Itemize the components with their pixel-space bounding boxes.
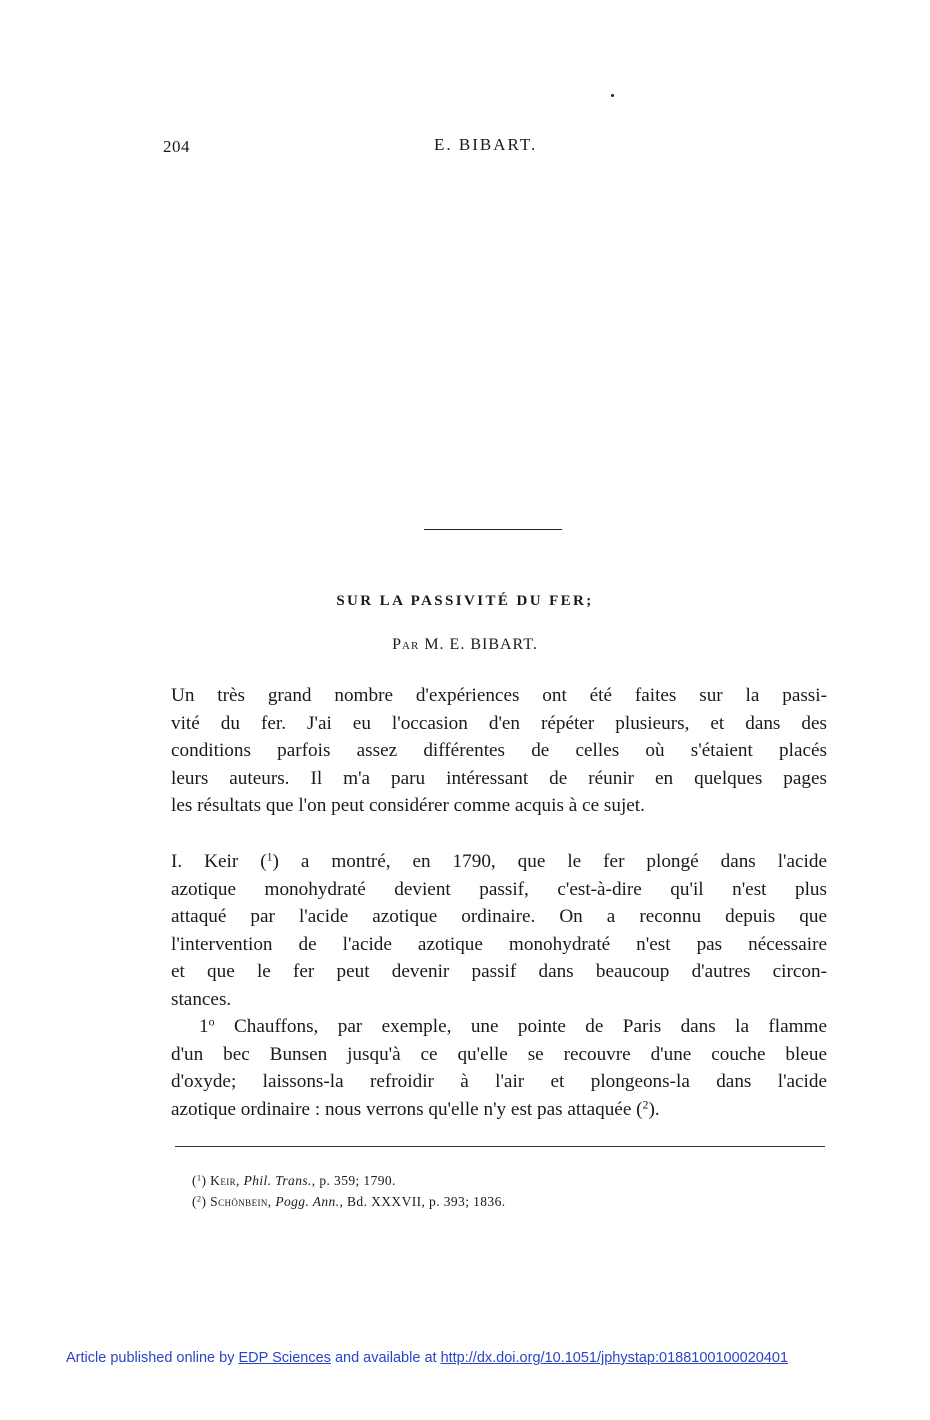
text-segment: 1 <box>199 1016 209 1037</box>
text-segment: ). <box>648 1098 660 1120</box>
footnote-rest: , Bd. XXXVII, p. 393; 1836. <box>339 1194 506 1209</box>
paragraph-experiment-one <box>171 1013 827 1123</box>
article-title: SUR LA PASSIVITÉ DU FER; <box>336 593 594 609</box>
text-segment: ) a montré, en 1790, que le fer plongé dans l'acide <box>272 851 827 872</box>
section-divider <box>424 529 562 530</box>
text-line <box>171 1013 827 1041</box>
page-number: 204 <box>163 137 190 156</box>
text-segment: Chauffons, par exemple, une pointe de Paris dans la flamme <box>214 1016 827 1037</box>
text-line <box>171 848 827 876</box>
text-line: l'intervention de l'acide azotique monohydraté n'est pas nécessaire <box>171 933 827 955</box>
text-segment: azotique ordinaire : nous verrons qu'elle n'y est pas attaquée ( <box>171 1098 643 1120</box>
footnote-rest: , p. 359; 1790. <box>311 1173 396 1188</box>
text-segment: I. Keir ( <box>171 851 267 872</box>
text-line: les résultats que l'on peut considérer comme acquis à ce sujet. <box>171 795 645 816</box>
byline-author: M. E. BIBART. <box>424 636 538 653</box>
text-line: d'un bec Bunsen jusqu'à ce qu'elle se recouvre d'une couche bleue <box>171 1043 827 1065</box>
footnote-item: ($^1$) Keir, Phil. Trans., p. 359; 1790. <box>192 1173 396 1188</box>
stray-dot <box>611 94 614 97</box>
text-line: et que le fer peut devenir passif dans beaucoup d'autres circon- <box>171 961 827 982</box>
text-line: vité du fer. J'ai eu l'occasion d'en répéter plusieurs, et dans des <box>171 712 827 734</box>
text-line: attaqué par l'acide azotique ordinaire. On a reconnu depuis que <box>171 906 827 927</box>
doi-link[interactable]: http://dx.doi.org/10.1051/jphystap:0188100100020401 <box>440 1350 789 1366</box>
article-byline <box>0 636 930 654</box>
publisher-notice <box>66 1350 788 1366</box>
publisher-middle: and available at <box>334 1350 437 1366</box>
text-line: azotique monohydraté devient passif, c'est-à-dire qu'il n'est plus <box>171 878 827 900</box>
footnote-source: Phil. Trans. <box>243 1173 312 1188</box>
footnotes <box>192 1170 506 1212</box>
text-line: d'oxyde; laissons-la refroidir à l'air et plongeons-la dans l'acide <box>171 1071 827 1092</box>
ordinal-marker: o <box>208 1014 215 1029</box>
footnote-marker: 1 <box>196 1173 202 1183</box>
paragraph-section-one <box>171 848 827 1013</box>
publisher-link[interactable]: EDP Sciences <box>238 1350 331 1366</box>
footnote-source: Pogg. Ann. <box>275 1194 340 1209</box>
publisher-prefix: Article published online by <box>66 1350 235 1366</box>
footnote-author: Keir <box>210 1173 237 1188</box>
text-line: stances. <box>171 988 232 1010</box>
footnote-rule <box>175 1146 825 1147</box>
running-head: E. BIBART. <box>434 135 538 154</box>
footnote-marker: 2 <box>196 1194 202 1204</box>
text-line <box>171 1096 827 1124</box>
text-line: conditions parfois assez différentes de celles où s'étaient placés <box>171 740 827 761</box>
paragraph-intro <box>171 682 827 820</box>
text-line: Un très grand nombre d'expériences ont été faites sur la passi- <box>171 685 827 706</box>
footnote-item: ($^2$) Schönbein, Pogg. Ann., Bd. XXXVII, p. 393; 1836. <box>192 1194 506 1209</box>
text-line: leurs auteurs. Il m'a paru intéressant de réunir en quelques pages <box>171 767 827 789</box>
footnote-ref: 2 <box>642 1096 649 1111</box>
footnote-ref: 1 <box>266 849 273 864</box>
footnote-author: Schönbein <box>210 1194 268 1209</box>
byline-prefix: Par <box>392 636 420 653</box>
